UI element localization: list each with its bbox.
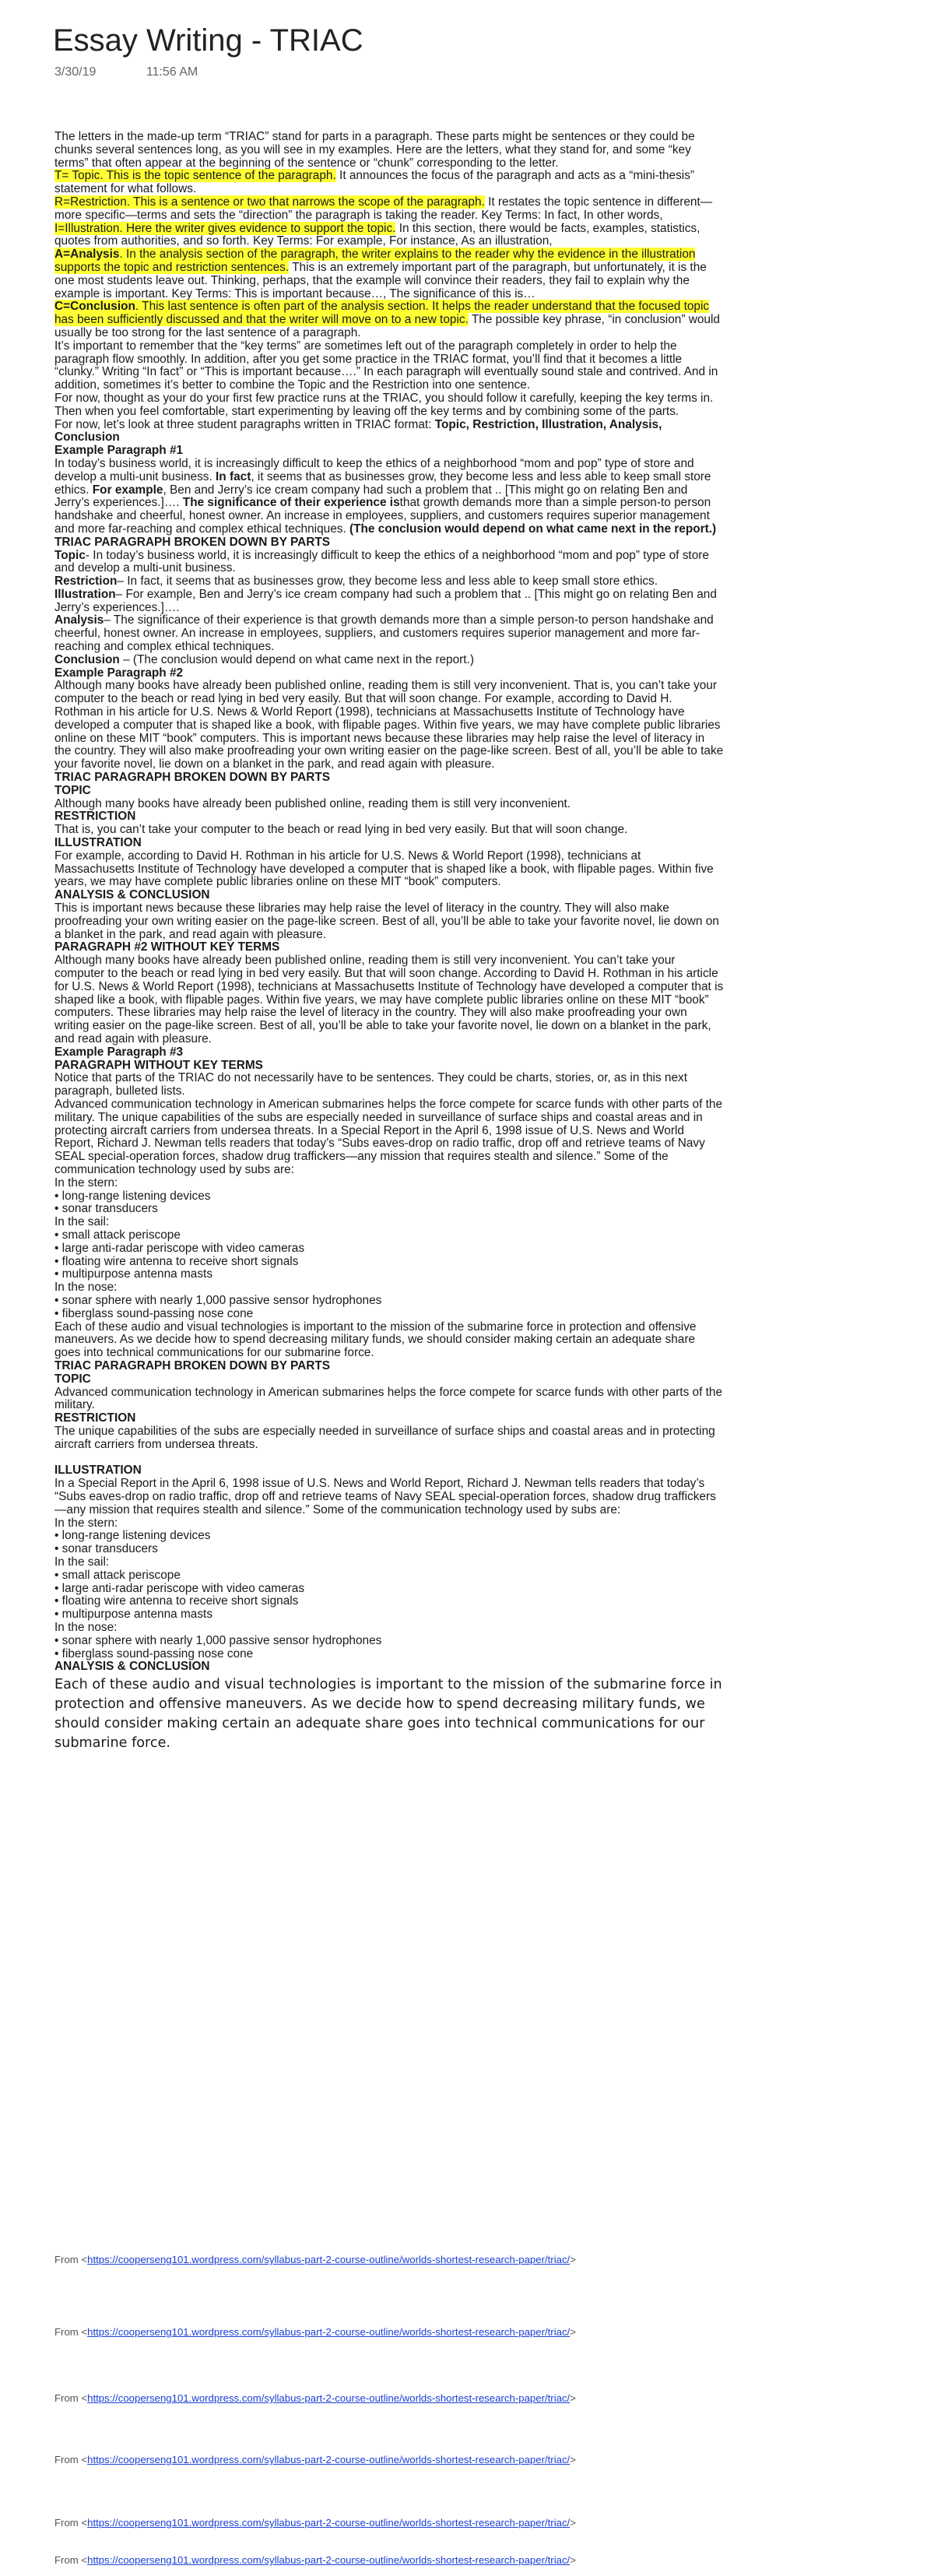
sub-heading: TOPIC — [54, 1372, 91, 1386]
paragraph: That is, you can’t take your computer to the beach or read lying in bed very easily. But that will soon change. — [54, 823, 628, 837]
list-item: • sonar transducers — [54, 1202, 158, 1216]
highlight: I=Illustration. Here the writer gives evidence to support the topic. — [54, 221, 396, 235]
list-item: • fiberglass sound-passing nose cone — [54, 1306, 254, 1320]
note-body — [54, 131, 724, 1753]
paragraph: Each of these audio and visual technologies is important to the mission of the submarine force in protection and offensive maneuvers. As we decide how to spend decreasing military funds, we should consider making certain an adequate share goes into technical communications for our submarine force. — [54, 1320, 697, 1360]
section-heading: PARAGRAPH WITHOUT KEY TERMS — [54, 1058, 263, 1072]
source-link[interactable]: https://cooperseng101.wordpress.com/syllabus-part-2-course-outline/worlds-shortest-research-paper/triac/ — [87, 2554, 571, 2566]
list-item: • floating wire antenna to receive short signals — [54, 1254, 299, 1268]
list-label: In the nose: — [54, 1281, 118, 1295]
paragraph: In a Special Report in the April 6, 1998 issue of U.S. News and World Report, Richard J. Newman tells readers that today’s “Subs eaves-drop on radio traffic, drop off and retrieve teams of Navy SEAL special-operation forces, shadow drug traffickers—any mission that requires stealth and silence.” Some of the communication technology used by subs are: — [54, 1477, 716, 1516]
list-item: • long-range listening devices — [54, 1189, 211, 1203]
paragraph: For now, thought as your do your first few practice runs at the TRIAC, you should follow it carefully, keeping the key terms in. Then when you feel comfortable, start experimenting by leaving off the key terms and by combining some of the parts. — [54, 391, 714, 418]
highlight: . In the analysis section of the paragraph, the writer explains to the reader why the evidence in the illustration supports the topic and restriction sentences. — [54, 248, 696, 274]
example-paragraph-2: Although many books have already been published online, reading them is still very inconvenient. That is, you can’t take your computer to the beach or read lying in bed very easily. But that will soon change. For example, according to David H. Rothman in his article for U.S. News & World Report (1998), technicians at Massachusetts Institute of Technology have developed a computer that is shaped like a book, with flipable pages. Within five years, we may have complete public libraries online on these MIT “book” computers. This is important news because these libraries may help raise the level of literacy in the country. They will also make proofreading your own writing easier on the page-like screen. Best of all, you’ll be able to take your favorite novel, lie down on a blanket in the park, and read again with pleasure. — [54, 679, 724, 771]
section-heading: TRIAC PARAGRAPH BROKEN DOWN BY PARTS — [54, 1358, 330, 1372]
list-item: • small attack periscope — [54, 1568, 181, 1582]
sub-heading: RESTRICTION — [54, 1411, 136, 1425]
note-meta — [54, 65, 198, 79]
list-item: • fiberglass sound-passing nose cone — [54, 1646, 254, 1661]
part-conclusion: Conclusion – (The conclusion would depend on what came next in the report.) — [54, 652, 474, 666]
list-item: • long-range listening devices — [54, 1529, 211, 1543]
source-line: From <https://cooperseng101.wordpress.com/syllabus-part-2-course-outline/worlds-shortest-research-paper/triac/> — [54, 2554, 576, 2566]
sub-heading: ILLUSTRATION — [54, 1464, 142, 1478]
list-label: In the sail: — [54, 1555, 110, 1569]
paragraph: It’s important to remember that the “key terms” are sometimes left out of the paragraph completely in order to help the paragraph flow smoothly. In addition, after you get some practice in the TRIAC format, you’ll find that it becomes a little “clunky.” Writing “In fact” or “This is important because….” In each paragraph will eventually sound stale and contrived. And in addition, sometimes it’s better to combine the Topic and the Restriction into one sentence. — [54, 339, 718, 392]
list-label: In the stern: — [54, 1516, 118, 1530]
part-analysis: Analysis– The significance of their experience is that growth demands more than a simple person-to person handshake and cheerful, honest owner. An increase in employees, suppliers, and customers requires superior management and more far-reaching and complex ethical techniques. — [54, 613, 714, 654]
section-heading: Example Paragraph #3 — [54, 1045, 184, 1059]
section-heading: TRIAC PARAGRAPH BROKEN DOWN BY PARTS — [54, 771, 330, 785]
highlight: R=Restriction. This is a sentence or two that narrows the scope of the paragraph. — [54, 195, 485, 209]
paragraph: Notice that parts of the TRIAC do not necessarily have to be sentences. They could be charts, stories, or, as in this next paragraph, bulleted lists. — [54, 1071, 687, 1098]
section-heading: Example Paragraph #2 — [54, 666, 184, 680]
sub-heading: ILLUSTRATION — [54, 836, 142, 850]
source-line: From <https://cooperseng101.wordpress.com/syllabus-part-2-course-outline/worlds-shortest-research-paper/triac/> — [54, 2392, 576, 2404]
highlight: . This last sentence is often part of the analysis section. It helps the reader understand that the focused topic has been sufficiently discussed and that the writer will move on to a new topic. — [54, 300, 710, 327]
paragraph: For example, according to David H. Rothman in his article for U.S. News & World Report (1998), technicians at Massachusetts Institute of Technology have developed a computer that is shaped like a book, with flipable pages. Within five years, we may have complete public libraries online on these MIT “book” computers. — [54, 849, 714, 889]
paragraph: This is important news because these libraries may help raise the level of literacy in the country. They will also make proofreading your own writing easier on the page-like screen. Best of all, you’ll be able to take your favorite novel, lie down on a blanket in the park, and read again with pleasure. — [54, 901, 719, 941]
source-link[interactable]: https://cooperseng101.wordpress.com/syllabus-part-2-course-outline/worlds-shortest-research-paper/triac/ — [87, 2392, 571, 2404]
list-item: • sonar sphere with nearly 1,000 passive sensor hydrophones — [54, 1633, 382, 1647]
source-line: From <https://cooperseng101.wordpress.com/syllabus-part-2-course-outline/worlds-shortest-research-paper/triac/> — [54, 2517, 576, 2529]
list-label: In the sail: — [54, 1215, 110, 1229]
part-illustration: Illustration– For example, Ben and Jerry’s ice cream company had such a problem that .. [This might go on relating Ben and Jerry’s experiences.]…. — [54, 587, 717, 614]
definition-conclusion: C=Conclusion. This last sentence is often part of the analysis section. It helps the reader understand that the focused topic has been sufficiently discussed and that the writer will move on to a new topic. The possible key phrase, “in conclusion” would usually be too strong for the last sentence of a paragraph. — [54, 300, 720, 339]
paragraph: Each of these audio and visual technologies is important to the mission of the submarine force in protection and offensive maneuvers. As we decide how to spend decreasing military funds, we should consider making certain an adequate share goes into technical communications for our submarine force. — [54, 1677, 722, 1752]
source-link[interactable]: https://cooperseng101.wordpress.com/syllabus-part-2-course-outline/worlds-shortest-research-paper/triac/ — [87, 2517, 571, 2529]
sub-heading: ANALYSIS & CONCLUSION — [54, 888, 210, 902]
definition-analysis: A=Analysis. In the analysis section of the paragraph, the writer explains to the reader why the evidence in the illustration supports the topic and restriction sentences. This is an extremely important part of the paragraph, but unfortunately, it is the one most students leave out. Thinking, perhaps, that the example will convince their readers, they fail to explain why the example is important. Key Terms: This is important because…, The significance of this is… — [54, 248, 707, 300]
list-item: • large anti-radar periscope with video cameras — [54, 1241, 305, 1255]
section-heading: TRIAC PARAGRAPH BROKEN DOWN BY PARTS — [54, 535, 330, 549]
highlight: C=Conclusion — [54, 300, 135, 314]
list-item: • small attack periscope — [54, 1228, 181, 1242]
list-item: • large anti-radar periscope with video cameras — [54, 1581, 305, 1595]
list-label: In the nose: — [54, 1621, 118, 1635]
source-line: From <https://cooperseng101.wordpress.com/syllabus-part-2-course-outline/worlds-shortest-research-paper/triac/> — [54, 2254, 576, 2265]
definition-topic: T= Topic. This is the topic sentence of the paragraph. It announces the focus of the paragraph and acts as a “mini-thesis” statement for what follows. — [54, 169, 695, 196]
source-line: From <https://cooperseng101.wordpress.com/syllabus-part-2-course-outline/worlds-shortest-research-paper/triac/> — [54, 2326, 576, 2338]
paragraph: Advanced communication technology in American submarines helps the force compete for scarce funds with other parts of the military. — [54, 1385, 723, 1412]
list-item: • multipurpose antenna masts — [54, 1608, 213, 1622]
paragraph: Advanced communication technology in American submarines helps the force compete for scarce funds with other parts of the military. The unique capabilities of the subs are especially needed in surveillance of surface ships and coastal areas and in protecting aircraft carriers from undersea threats. In a Special Report in the April 6, 1998 issue of U.S. News and World Report, Richard J. Newman tells readers that today’s “Subs eaves-drop on radio traffic, drop off and retrieve teams of Navy SEAL special-operation forces, shadow drug traffickers—any mission that requires stealth and silence.” Some of the communication technology used by subs are: — [54, 1097, 723, 1176]
list-item: • multipurpose antenna masts — [54, 1267, 213, 1281]
list-item: • sonar sphere with nearly 1,000 passive sensor hydrophones — [54, 1293, 382, 1307]
page-title: Essay Writing - TRIAC — [53, 23, 363, 58]
source-line: From <https://cooperseng101.wordpress.com/syllabus-part-2-course-outline/worlds-shortest-research-paper/triac/> — [54, 2454, 576, 2465]
sub-heading: ANALYSIS & CONCLUSION — [54, 1660, 210, 1674]
part-topic: Topic- In today’s business world, it is increasingly difficult to keep the ethics of a neighborhood “mom and pop” type of store and develop a multi-unit business. — [54, 548, 709, 575]
sub-heading: RESTRICTION — [54, 810, 136, 824]
list-label: In the stern: — [54, 1176, 118, 1190]
source-link[interactable]: https://cooperseng101.wordpress.com/syllabus-part-2-course-outline/worlds-shortest-research-paper/triac/ — [87, 2454, 571, 2465]
list-item: • sonar transducers — [54, 1542, 158, 1556]
note-time: 11:56 AM — [146, 65, 198, 79]
source-link[interactable]: https://cooperseng101.wordpress.com/syllabus-part-2-course-outline/worlds-shortest-research-paper/triac/ — [87, 2254, 571, 2265]
paragraph: For now, let’s look at three student paragraphs written in TRIAC format: Topic, Restriction, Illustration, Analysis, Conclusion — [54, 417, 662, 445]
example-paragraph-1: In today’s business world, it is increasingly difficult to keep the ethics of a neighborhood “mom and pop” type of store and develop a multi-unit business. In fact, it seems that as businesses grow, they become less and less able to keep small store ethics. For example, Ben and Jerry’s ice cream company had such a problem that .. [This might go on relating Ben and Jerry’s experiences.]…. The significance of their experience isthat growth demands more than a simple person-to person handshake and cheerful, honest owner. An increase in employees, suppliers, and customers requires superior management and more far-reaching and complex ethical techniques. (The conclusion would depend on what came next in the report.) — [54, 456, 717, 536]
highlight: T= Topic. This is the topic sentence of the paragraph. — [54, 169, 336, 183]
paragraph: Although many books have already been published online, reading them is still very inconvenient. — [54, 796, 571, 810]
source-link[interactable]: https://cooperseng101.wordpress.com/syllabus-part-2-course-outline/worlds-shortest-research-paper/triac/ — [87, 2326, 571, 2338]
definition-restriction: R=Restriction. This is a sentence or two that narrows the scope of the paragraph. It restates the topic sentence in different—more specific—terms and sets the “direction” the paragraph is taking the reader. Key Terms: In fact, In other words, — [54, 195, 713, 222]
intro-paragraph: The letters in the made-up term “TRIAC” stand for parts in a paragraph. These parts might be sentences or they could be chunks several sentences long, as you will see in my examples. Here are the letters, what they stand for, and some “key terms” that often appear at the beginning of the sentence or “chunk” corresponding to the letter. — [54, 130, 695, 170]
part-restriction: Restriction– In fact, it seems that as businesses grow, they become less and less able to keep small store ethics. — [54, 575, 658, 589]
paragraph: Although many books have already been published online, reading them is still very inconvenient. You can’t take your computer to the beach or read lying in bed very easily. But that will soon change. According to David H. Rothman in his article for U.S. News & World Report (1998), technicians at Massachusetts Institute of Technology have developed a computer that is shaped like a book, with flipable pages. Within five years, we may have complete public libraries online on these MIT “book” computers. These libraries may help raise the level of literacy in the country. They will also make proofreading your own writing easier on the page-like screen. Best of all, you’ll be able to take your favorite novel, lie down on a blanket in the park, and read again with pleasure. — [54, 954, 724, 1046]
section-heading: Example Paragraph #1 — [54, 444, 184, 458]
highlight: A=Analysis — [54, 248, 120, 262]
definition-illustration: I=Illustration. Here the writer gives evidence to support the topic. In this section, there would be facts, examples, statistics, quotes from authorities, and so forth. Key Terms: For example, For instance, As an illustration, — [54, 221, 700, 248]
paragraph: The unique capabilities of the subs are especially needed in surveillance of surface ships and coastal areas and in protecting aircraft carriers from undersea threats. — [54, 1424, 715, 1451]
list-item: • floating wire antenna to receive short signals — [54, 1594, 299, 1608]
sub-heading: TOPIC — [54, 783, 91, 797]
note-date: 3/30/19 — [54, 65, 97, 79]
section-heading: PARAGRAPH #2 WITHOUT KEY TERMS — [54, 940, 280, 954]
blank-line — [54, 1451, 724, 1464]
